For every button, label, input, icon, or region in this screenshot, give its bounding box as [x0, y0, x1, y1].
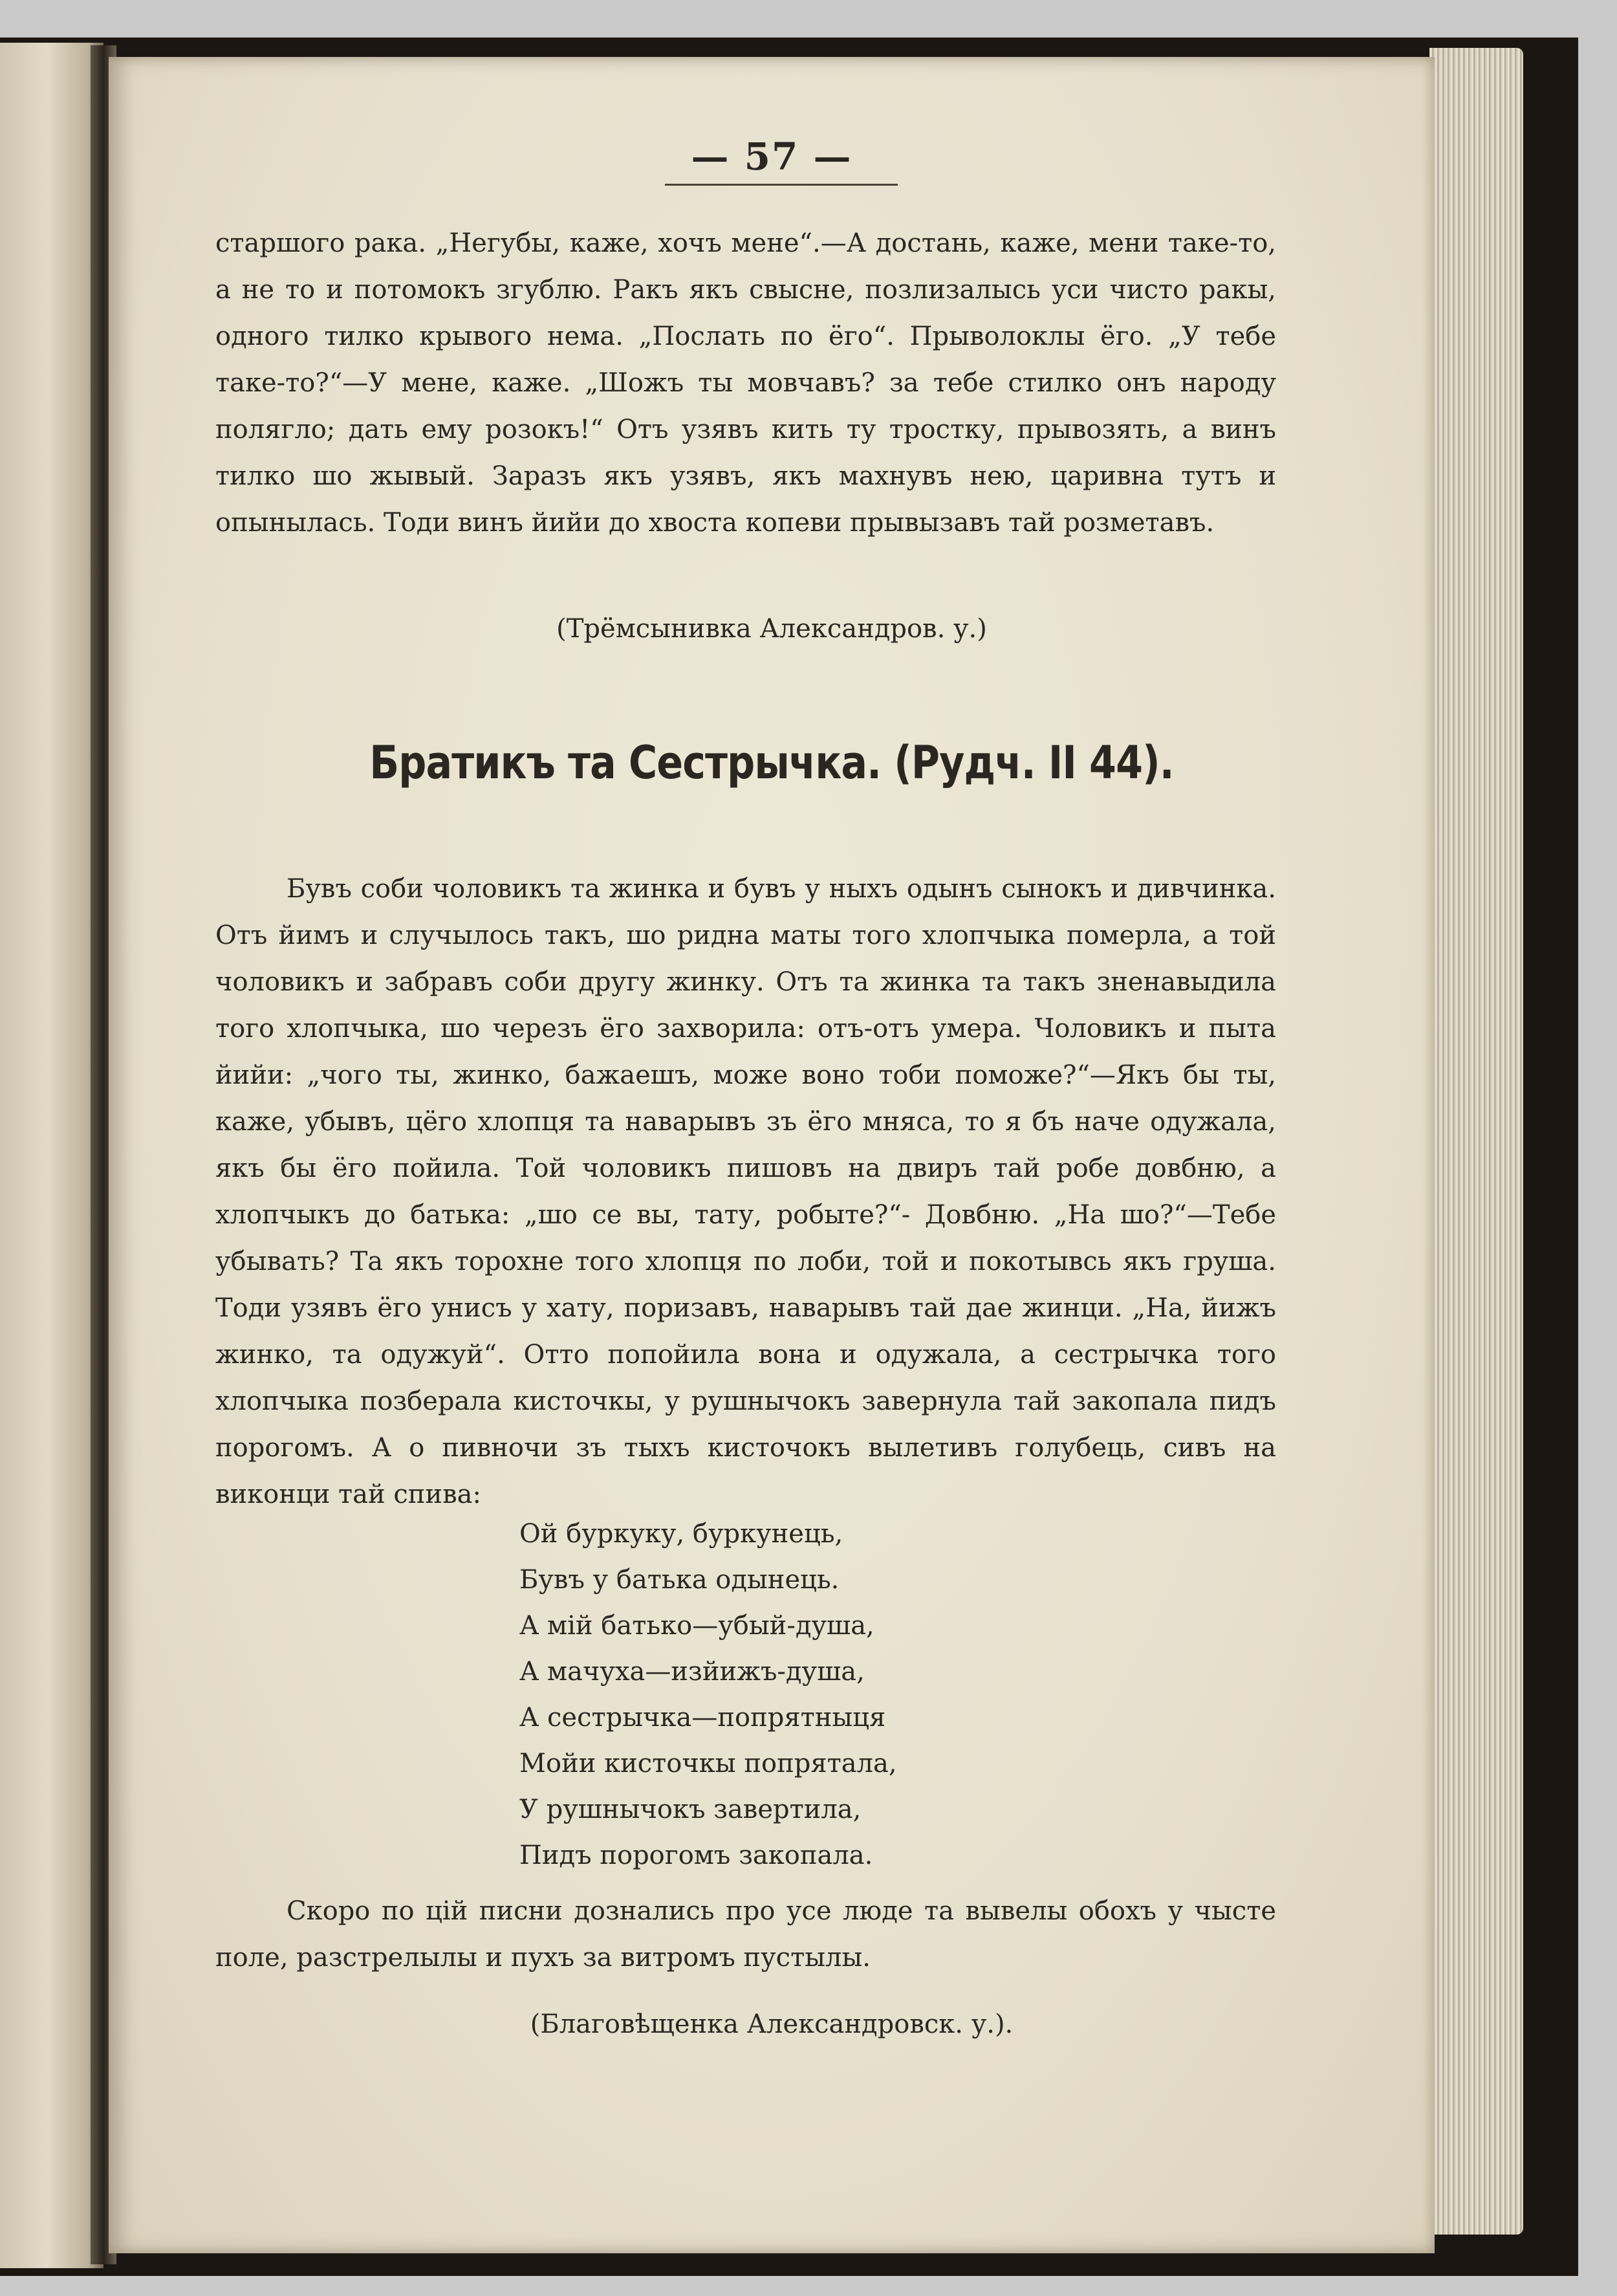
- verse-line: Мойи кисточкы попрятала,: [519, 1749, 897, 1778]
- verse-line: Бувъ у батька одынець.: [519, 1565, 840, 1595]
- page-stack-edge: [1429, 48, 1523, 2235]
- story-paragraph-text: Бувъ соби чоловикъ та жинка и бувъ у ныхъ одынъ сынокъ и дивчинка. Отъ йимъ и случылось такъ, шо ридна маты того хлопчыка померла, а той чоловикъ и забравъ соби другу жинку. Отъ та жинка та такъ зненавыдила того хлопчыка, шо черезъ ёго захворила: отъ-отъ умера. Чоловикъ и пыта йийи: „чого ты, жинко, бажаешъ, може воно тоби поможе?“—Якъ бы ты, каже, убывъ, цёго хлопця та наварывъ зъ ёго мняса, то я бъ наче одужала, якъ бы ёго пойила. Той чоловикъ пишовъ на двиръ тай робе довбню, а хлопчыкъ до батька: „шо се вы, тату, робыте?“- Довбню. „На шо?“—Тебе убывать? Та якъ торохне того хлопця по лоби, той и покотывсь якъ груша. Тоди узявъ ёго унисъ у хату, поризавъ, наварывъ тай дае жинци. „На, йижъ жинко, та одужуй“. Отто попойила вона и одужала, а сестрычка того хлопчыка позберала кисточкы, у рушнычокъ завернула тай закопала пидъ порогомъ. А о пивночи зъ тыхъ кисточокъ вылетивъ голубець, сивъ на виконци тай спива:: [215, 874, 1276, 1509]
- story-heading: Братикъ та Сестрычка. (Рудч. II 44).: [369, 736, 1174, 789]
- book-page: [109, 57, 1435, 2253]
- page-number-ornament: [665, 184, 898, 191]
- verse-line: У рушнычокъ завертила,: [519, 1795, 862, 1824]
- source-note-2: (Благовѣщенка Александровск. у.).: [530, 2009, 1014, 2039]
- closing-paragraph: [215, 1888, 1276, 1981]
- verse-line: А сестрычка—попрятныця: [519, 1703, 886, 1733]
- closing-paragraph-text: Скоро по цій писни дознались про усе люде та вывелы обохъ у чысте поле, разстрелылы и пухъ за витромъ пустылы.: [215, 1896, 1276, 1973]
- verse-line: Ой буркуку, буркунець,: [519, 1519, 843, 1549]
- verse-line: Пидъ порогомъ закопала.: [519, 1841, 873, 1870]
- intro-paragraph: старшого рака. „Негубы, каже, хочъ мене“.—А достань, каже, мени таке-то, а не то и потомокъ згублю. Ракъ якъ свысне, позлизалысь уси чисто ракы, одного тилко крывого нема. „Послать по ёго“. Прыволоклы ёго. „У тебе таке-то?“—У мене, каже. „Шожъ ты мовчавъ? за тебе стилко онъ народу полягло; дать ему розокъ!“ Отъ узявъ кить ту тростку, прывозять, а винъ тилко шо жывый. Заразъ якъ узявъ, якъ махнувъ нею, царивна тутъ и опынылась. Тоди винъ йийи до хвоста копеви прывызавъ тай розметавъ.: [215, 228, 1276, 538]
- left-page-edge: [0, 43, 103, 2268]
- verse-line: А мій батько—убый-душа,: [519, 1611, 874, 1641]
- story-paragraph: [215, 866, 1276, 1518]
- source-note-1: (Трёмсынивка Александров. у.): [556, 614, 987, 644]
- page-number: — 57 —: [691, 135, 852, 179]
- song-verse: [519, 1511, 1102, 1879]
- verse-line: А мачуха—изйижъ-душа,: [519, 1657, 865, 1687]
